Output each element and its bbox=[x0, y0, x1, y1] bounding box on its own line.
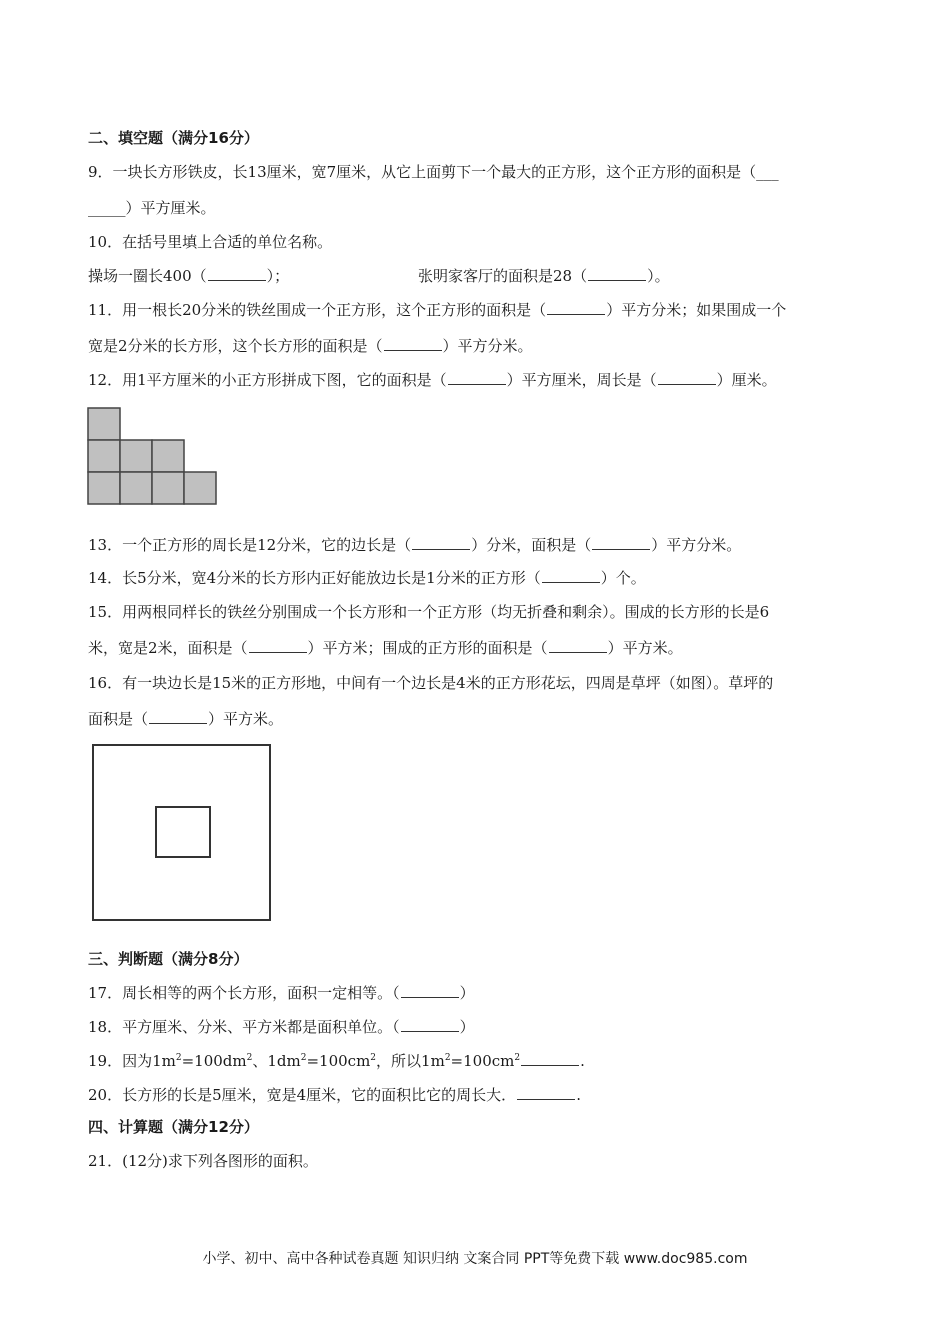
answer-blank[interactable] bbox=[521, 1051, 579, 1066]
q18-b: ） bbox=[459, 1018, 475, 1036]
q10-left-b: ）； bbox=[266, 267, 290, 285]
q19-text: 19．因为1m bbox=[88, 1052, 176, 1070]
q12-line bbox=[88, 370, 777, 390]
q10-right-a: 张明家客厅的面积是28（ bbox=[418, 267, 588, 285]
q10-line1: 10．在括号里填上合适的单位名称。 bbox=[88, 233, 333, 251]
q18-line bbox=[88, 1017, 475, 1037]
answer-blank[interactable] bbox=[547, 300, 605, 315]
tile bbox=[88, 408, 120, 440]
tile bbox=[184, 472, 216, 504]
q15-line2a: 米，宽是2米，面积是（ bbox=[88, 639, 248, 657]
q16-line2b: ）平方米。 bbox=[208, 710, 284, 728]
q10-line2-right bbox=[418, 266, 670, 286]
q19-text: . bbox=[580, 1052, 585, 1070]
q13-c: ）平方分米。 bbox=[651, 536, 742, 554]
q19-sup: 2 bbox=[175, 1053, 182, 1063]
q14-line bbox=[88, 568, 646, 588]
q19-line bbox=[88, 1051, 585, 1071]
answer-blank[interactable] bbox=[412, 535, 470, 550]
tile bbox=[120, 440, 152, 472]
tile bbox=[120, 472, 152, 504]
q11-line2b: ）平方分米。 bbox=[442, 337, 533, 355]
q14-a: 14．长5分米，宽4分米的长方形内正好能放边长是1分米的正方形（ bbox=[88, 569, 541, 587]
q19-text: ，所以1m bbox=[376, 1052, 445, 1070]
q12-b: ）平方厘米，周长是（ bbox=[506, 371, 657, 389]
answer-blank[interactable] bbox=[588, 266, 646, 281]
tile bbox=[152, 472, 184, 504]
q19-sup: 2 bbox=[300, 1053, 307, 1063]
answer-blank[interactable] bbox=[517, 1085, 575, 1100]
q15-line2b: ）平方米；围成的正方形的面积是（ bbox=[307, 639, 548, 657]
inner-square bbox=[156, 807, 210, 857]
q14-b: ）个。 bbox=[600, 569, 646, 587]
q21-line: 21．(12分)求下列各图形的面积。 bbox=[88, 1152, 318, 1170]
q10-left-a: 操场一圈长400（ bbox=[88, 267, 207, 285]
q20-a: 20．长方形的长是5厘米，宽是4厘米，它的面积比它的周长大． bbox=[88, 1086, 517, 1104]
q9-line2: _____）平方厘米。 bbox=[88, 199, 216, 217]
lawn-square-figure bbox=[90, 742, 274, 922]
section2-title: 二、填空题（满分16分） bbox=[88, 129, 259, 147]
tile bbox=[88, 472, 120, 504]
answer-blank[interactable] bbox=[448, 370, 506, 385]
answer-blank[interactable] bbox=[592, 535, 650, 550]
q12-a: 12．用1平方厘米的小正方形拼成下图，它的面积是（ bbox=[88, 371, 447, 389]
q17-b: ） bbox=[459, 984, 475, 1002]
q15-line2 bbox=[88, 638, 683, 658]
section4-title: 四、计算题（满分12分） bbox=[88, 1118, 259, 1136]
q19-text: =100cm bbox=[450, 1052, 515, 1070]
q19-sup: 2 bbox=[246, 1053, 253, 1063]
q11-line2a: 宽是2分米的长方形，这个长方形的面积是（ bbox=[88, 337, 383, 355]
answer-blank[interactable] bbox=[384, 336, 442, 351]
q10-right-b: ）。 bbox=[647, 267, 670, 285]
q20-line bbox=[88, 1085, 581, 1105]
answer-blank[interactable] bbox=[549, 638, 607, 653]
answer-blank[interactable] bbox=[249, 638, 307, 653]
q18-a: 18．平方厘米、分米、平方米都是面积单位。（ bbox=[88, 1018, 400, 1036]
q15-line1: 15．用两根同样长的铁丝分别围成一个长方形和一个正方形（均无折叠和剩余）。围成的长方形的长是6 bbox=[88, 603, 770, 621]
q16-line2a: 面积是（ bbox=[88, 710, 149, 728]
q11-line1a: 11．用一根长20分米的铁丝围成一个正方形，这个正方形的面积是（ bbox=[88, 301, 547, 319]
q15-line2c: ）平方米。 bbox=[607, 639, 683, 657]
q16-line2 bbox=[88, 709, 283, 729]
answer-blank[interactable] bbox=[542, 568, 600, 583]
q11-line1 bbox=[88, 300, 786, 320]
q11-line2 bbox=[88, 336, 533, 356]
q19-text: =100cm bbox=[306, 1052, 371, 1070]
q19-text: =100dm bbox=[181, 1052, 247, 1070]
q9-line1: 9．一块长方形铁皮，长13厘米，宽7厘米，从它上面剪下一个最大的正方形，这个正方形的面积是（___ bbox=[88, 163, 779, 181]
q13-line bbox=[88, 535, 741, 555]
q20-b: . bbox=[576, 1086, 581, 1104]
tile bbox=[152, 440, 184, 472]
answer-blank[interactable] bbox=[149, 709, 207, 724]
answer-blank[interactable] bbox=[401, 1017, 459, 1032]
page-footer: 小学、初中、高中各种试卷真题 知识归纳 文案合同 PPT等免费下载 www.doc985.com bbox=[202, 1251, 748, 1267]
q17-a: 17．周长相等的两个长方形，面积一定相等。（ bbox=[88, 984, 400, 1002]
q13-a: 13．一个正方形的周长是12分米，它的边长是（ bbox=[88, 536, 412, 554]
answer-blank[interactable] bbox=[658, 370, 716, 385]
q19-sup: 2 bbox=[444, 1053, 451, 1063]
section3-title: 三、判断题（满分8分） bbox=[88, 950, 249, 968]
q11-line1b: ）平方分米；如果围成一个 bbox=[606, 301, 787, 319]
q19-sup: 2 bbox=[370, 1053, 377, 1063]
q10-line2 bbox=[88, 266, 289, 286]
q19-sup: 2 bbox=[514, 1053, 521, 1063]
answer-blank[interactable] bbox=[208, 266, 266, 281]
q16-line1: 16．有一块边长是15米的正方形地，中间有一个边长是4米的正方形花坛，四周是草坪（如图）。草坪的 bbox=[88, 674, 774, 692]
q19-text: 、1dm bbox=[252, 1052, 301, 1070]
q12-c: ）厘米。 bbox=[716, 371, 777, 389]
tile bbox=[88, 440, 120, 472]
q13-b: ）分米，面积是（ bbox=[471, 536, 592, 554]
square-tiles-figure bbox=[86, 406, 218, 506]
q17-line bbox=[88, 983, 475, 1003]
answer-blank[interactable] bbox=[401, 983, 459, 998]
